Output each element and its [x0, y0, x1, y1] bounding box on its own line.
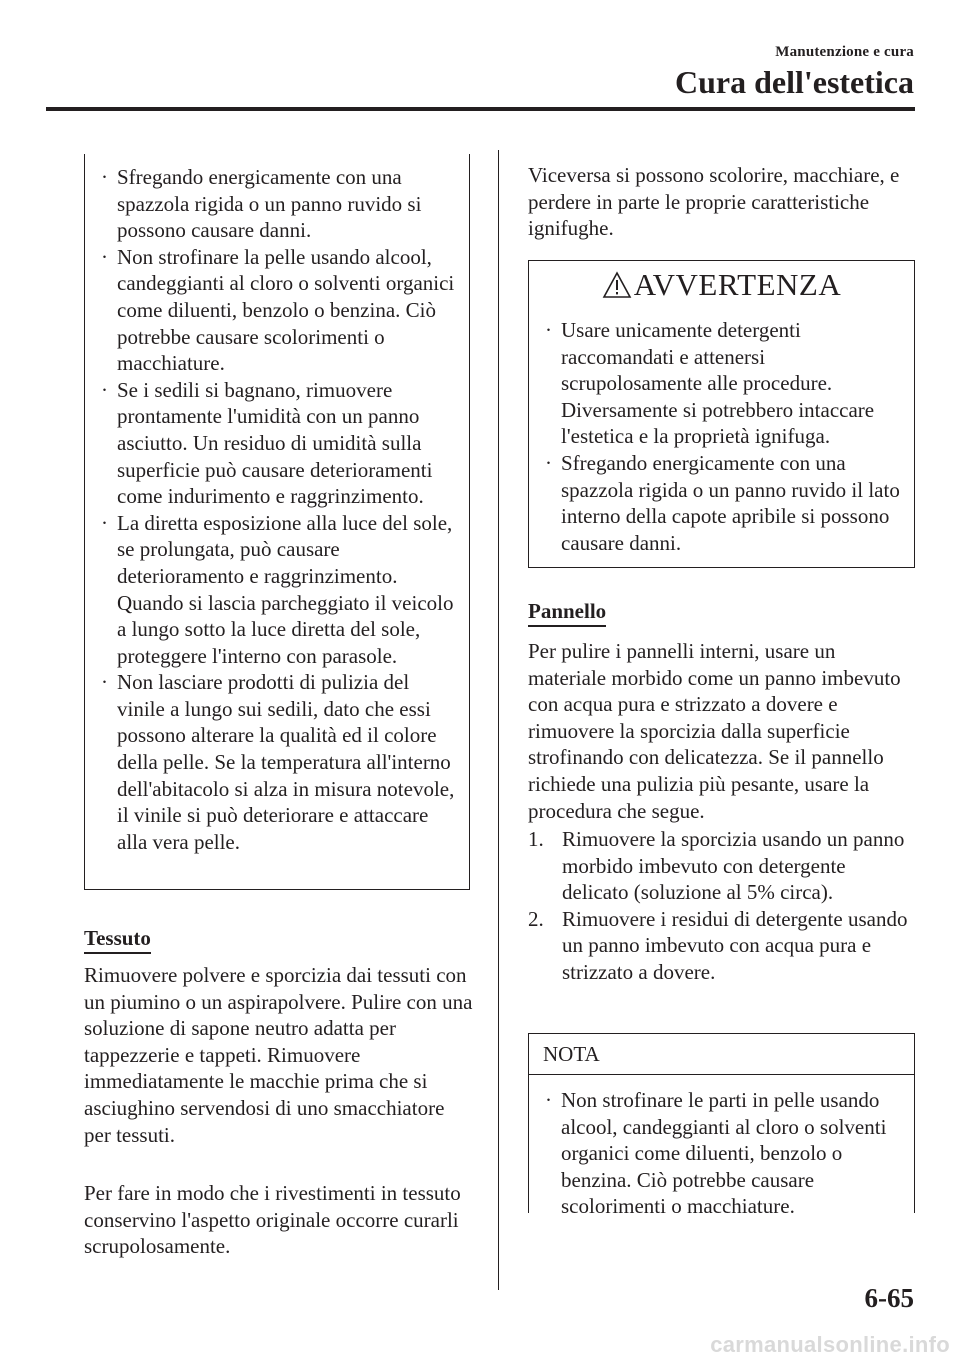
- warning-box: [528, 260, 915, 568]
- warning-header: [529, 265, 914, 305]
- caution-bullet: · Non strofinare la pelle usando alcool, candeggianti al cloro o solventi organici come diluenti, benzolo o benzina. Ciò potrebbe causare scolorimenti o macchiature.: [101, 244, 455, 376]
- warning-triangle-icon: [602, 271, 632, 299]
- bullet-dot: ·: [101, 165, 108, 189]
- note-bullet: · Non strofinare le parti in pelle usando alcool, candeggianti al cloro o solventi organici come diluenti, benzolo o benzina. Ciò potrebbe causare scolorimenti o macchiature.: [545, 1088, 887, 1219]
- bullet-dot: ·: [545, 318, 552, 342]
- intro-paragraph: Viceversa si possono scolorire, macchiare, e perdere in parte le proprie caratteristiche ignifughe.: [528, 163, 900, 241]
- pannello-steps: [528, 826, 916, 986]
- bullet-dot: ·: [101, 510, 108, 535]
- bullet-dot: ·: [101, 377, 108, 402]
- step-number: 2.: [528, 906, 544, 931]
- bullet-dot: ·: [101, 244, 108, 269]
- step-number: 1.: [528, 827, 544, 851]
- step-item: 1. Rimuovere la sporcizia usando un panno morbido imbevuto con detergente delicato (soluzione al 5% circa).: [528, 827, 905, 905]
- tessuto-paragraph-1: Rimuovere polvere e sporcizia dai tessuti con un piumino o un aspirapolvere. Pulire con una soluzione di sapone neutro adatta per tappezzerie e tappeti. Rimuovere immediatamente le macchie prima che si asciughino servendosi di uno smacchiatore per tessuti.: [84, 963, 473, 1147]
- header-section-label: Manutenzione e cura: [775, 44, 914, 60]
- page-number: 6-65: [864, 1283, 914, 1313]
- watermark: carmanualsonline.info: [710, 1332, 950, 1357]
- bullet-dot: ·: [545, 1088, 552, 1112]
- bullet-dot: ·: [101, 670, 108, 695]
- caution-bullet-list: [85, 164, 461, 855]
- caution-bullet: · Sfregando energicamente con una spazzola rigida o un panno ruvido si possono causare danni.: [101, 165, 422, 243]
- caution-bullet: · La diretta esposizione alla luce del sole, se prolungata, può causare deterioramento e raggrinzimento. Quando si lascia parcheggiato il veicolo a lungo sotto la luce diretta del sole, proteggere l'interno con parasole.: [101, 510, 454, 668]
- pannello-heading: Pannello: [528, 598, 606, 627]
- tessuto-paragraph-2: Per fare in modo che i rivestimenti in tessuto conservino l'aspetto originale occorre curarli scrupolosamente.: [84, 1181, 461, 1259]
- page-title: Cura dell'estetica: [674, 64, 914, 100]
- warning-bullet: · Usare unicamente detergenti raccomandati e attenersi scrupolosamente alle procedure. Diversamente si potrebbero intaccare l'estetica e la proprietà ignifuga.: [545, 318, 875, 449]
- note-title: NOTA: [543, 1042, 600, 1066]
- note-bullet-list: [529, 1087, 906, 1220]
- pannello-paragraph: Per pulire i pannelli interni, usare un materiale morbido come un panno imbevuto con acqua pura e strizzato a dovere e rimuovere la sporcizia dalla superficie strofinando con delicatezza. Se il pannello richiede una pulizia più pesante, usare la procedura che segue.: [528, 639, 901, 823]
- column-divider: [498, 150, 499, 1290]
- warning-title: AVVERTENZA: [633, 267, 842, 302]
- note-box: [528, 1033, 915, 1219]
- caution-box-continued: [84, 154, 470, 890]
- bullet-dot: ·: [545, 450, 552, 475]
- step-item: 2. Rimuovere i residui di detergente usando un panno imbevuto con acqua pura e strizzato a dovere.: [528, 906, 908, 984]
- warning-bullet-list: [529, 317, 906, 556]
- tessuto-heading: Tessuto: [84, 925, 151, 954]
- header-rule: [46, 107, 915, 111]
- warning-bullet: · Sfregando energicamente con una spazzola rigida o un panno ruvido il lato interno della capote apribile si possono causare danni.: [545, 450, 900, 555]
- caution-bullet: · Non lasciare prodotti di pulizia del vinile a lungo sui sedili, dato che essi possono alterare la qualità ed il colore della pelle. Se la temperatura all'interno dell'abitacolo si alza in misura notevole, il vinile si può deteriorare e attaccare alla vera pelle.: [101, 670, 455, 854]
- caution-bullet: · Se i sedili si bagnano, rimuovere prontamente l'umidità con un panno asciutto. Un residuo di umidità sulla superficie può causare deterioramenti come indurimento e raggrinzimento.: [101, 377, 433, 509]
